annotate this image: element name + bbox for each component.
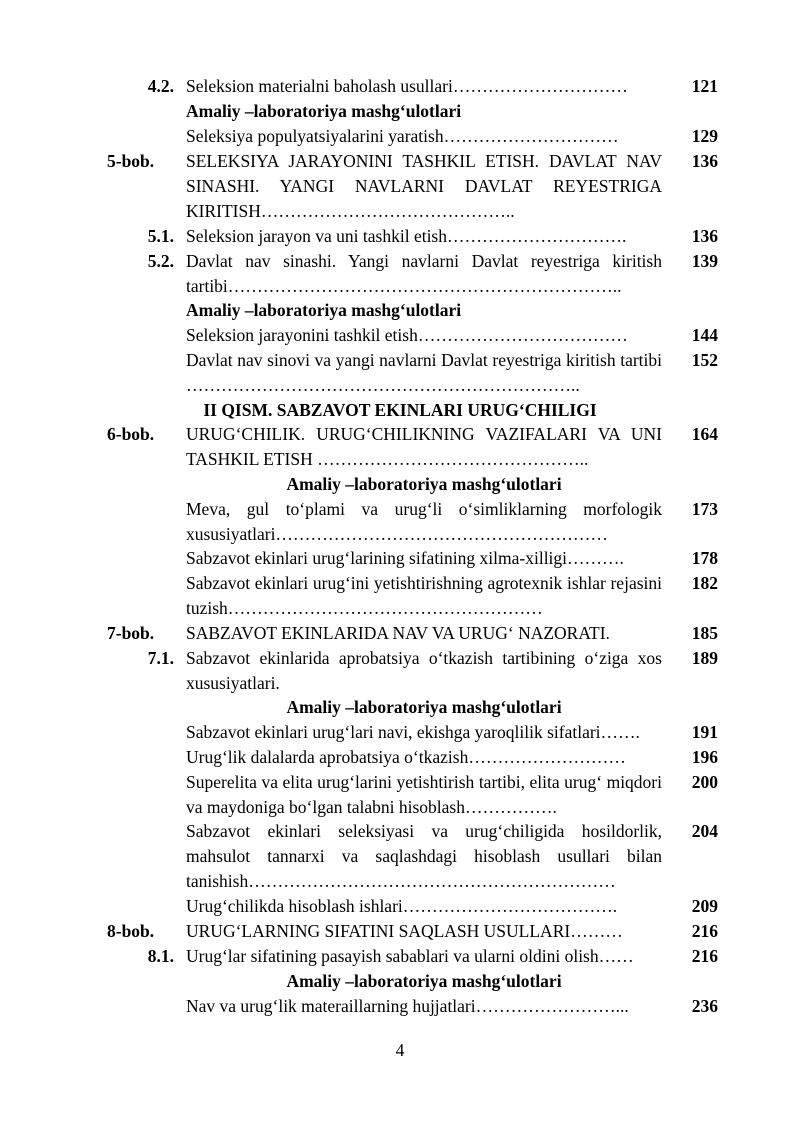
entry-title: Seleksion jarayonini tashkil etish……………………………… (186, 325, 628, 345)
entry-title: Sabzavot ekinlari urug‘ini yetishtirishning agrotexnik ishlar rejasini tuzish……………………………………………… (186, 573, 662, 618)
entry-title: Superelita va elita urug‘larini yetishtirish tartibi, elita urug‘ miqdori va maydoniga bo‘lgan talabni hisoblash……………. (186, 772, 662, 817)
entry-title: Seleksiya populyatsiyalarini yaratish………………………… (186, 126, 619, 146)
entry-page: 164 (691, 424, 718, 444)
entry-page: 196 (691, 747, 718, 767)
chapter-title: URUG‘LARNING SIFATINI SAQLASH USULLARI……… (186, 921, 623, 941)
entry-title: Urug‘chilikda hisoblash ishlari………………………………. (186, 896, 618, 916)
section-number: 8.1. (147, 946, 174, 966)
entry-title: Seleksion materialni baholash usullari………………………… (186, 76, 628, 96)
entry-title: Urug‘lik dalalarda aprobatsiya o‘tkazish……………………… (186, 747, 626, 767)
entry-page: 178 (691, 548, 718, 568)
entry-title: Meva, gul to‘plami va urug‘li o‘simliklarning morfologik xususiyatlari………………………………………………… (186, 499, 662, 544)
chapter-title: SABZAVOT EKINLARIDA NAV VA URUG‘ NAZORATI. (186, 623, 610, 643)
entry-page: 189 (691, 648, 718, 668)
chapter-number: 8-bob. (107, 921, 155, 941)
entry-page: 144 (691, 325, 718, 345)
entry-title: Davlat nav sinashi. Yangi navlarni Davlat reyestriga kiritish tartibi………………………………………………………….. (186, 251, 662, 296)
entry-page: 173 (691, 499, 718, 519)
entry-page: 191 (691, 722, 718, 742)
entry-page: 152 (691, 350, 718, 370)
entry-page: 216 (691, 946, 718, 966)
part-title: II QISM. SABZAVOT EKINLARI URUG‘CHILIGI (203, 400, 597, 420)
entry-page: 200 (691, 772, 718, 792)
entry-title: Davlat nav sinovi va yangi navlarni Davlat reyestriga kiritish tartibi ………………………………………………………….. (186, 350, 662, 395)
section-number: 4.2. (147, 76, 174, 96)
entry-title: Urug‘lar sifatining pasayish sabablari va ularni oldini olish…… (186, 946, 634, 966)
lab-heading: Amaliy –laboratoriya mashg‘ulotlari (186, 300, 462, 320)
chapter-number: 7-bob. (107, 623, 155, 643)
section-number: 5.2. (147, 251, 174, 271)
entry-title: Sabzavot ekinlari seleksiyasi va urug‘chiligida hosildorlik, mahsulot tannarxi va saqlashdagi hisoblash usullari bilan tanishish……………………………………………………… (186, 821, 662, 891)
entry-page: 139 (691, 251, 718, 271)
entry-page: 216 (691, 921, 718, 941)
entry-title: Sabzavot ekinlari urug‘larining sifatining xilma-xilligi………. (186, 548, 624, 568)
page-number: 4 (395, 1040, 405, 1060)
section-number: 5.1. (147, 226, 174, 246)
entry-page: 185 (691, 623, 718, 643)
chapter-number: 5-bob. (107, 151, 155, 171)
chapter-number: 6-bob. (107, 424, 155, 444)
lab-heading: Amaliy –laboratoriya mashg‘ulotlari (286, 971, 562, 991)
entry-page: 129 (691, 126, 718, 146)
entry-page: 209 (691, 896, 718, 916)
chapter-title: SELEKSIYA JARAYONINI TASHKIL ETISH. DAVLAT NAV SINASHI. YANGI NAVLARNI DAVLAT REYESTRIGA KIRITISH…………………………………….. (186, 151, 662, 221)
lab-heading: Amaliy –laboratoriya mashg‘ulotlari (286, 697, 562, 717)
lab-heading: Amaliy –laboratoriya mashg‘ulotlari (186, 101, 462, 121)
entry-page: 182 (691, 573, 718, 593)
chapter-title: URUG‘CHILIK. URUG‘CHILIKNING VAZIFALARI VA UNI TASHKIL ETISH ……………………………………….. (186, 424, 662, 469)
lab-heading: Amaliy –laboratoriya mashg‘ulotlari (286, 474, 562, 494)
entry-title: Sabzavot ekinlarida aprobatsiya o‘tkazish tartibining o‘ziga xos xususiyatlari. (186, 648, 662, 693)
section-number: 7.1. (147, 648, 174, 668)
entry-page: 136 (691, 226, 718, 246)
entry-page: 204 (691, 821, 718, 841)
entry-page: 136 (691, 151, 718, 171)
entry-title: Nav va urug‘lik materaillarning hujjatlari……………………... (186, 996, 629, 1016)
entry-page: 121 (691, 76, 718, 96)
entry-title: Seleksion jarayon va uni tashkil etish…………………………. (186, 226, 627, 246)
entry-page: 236 (691, 996, 718, 1016)
entry-title: Sabzavot ekinlari urug‘lari navi, ekishga yaroqlilik sifatlari……. (186, 722, 640, 742)
